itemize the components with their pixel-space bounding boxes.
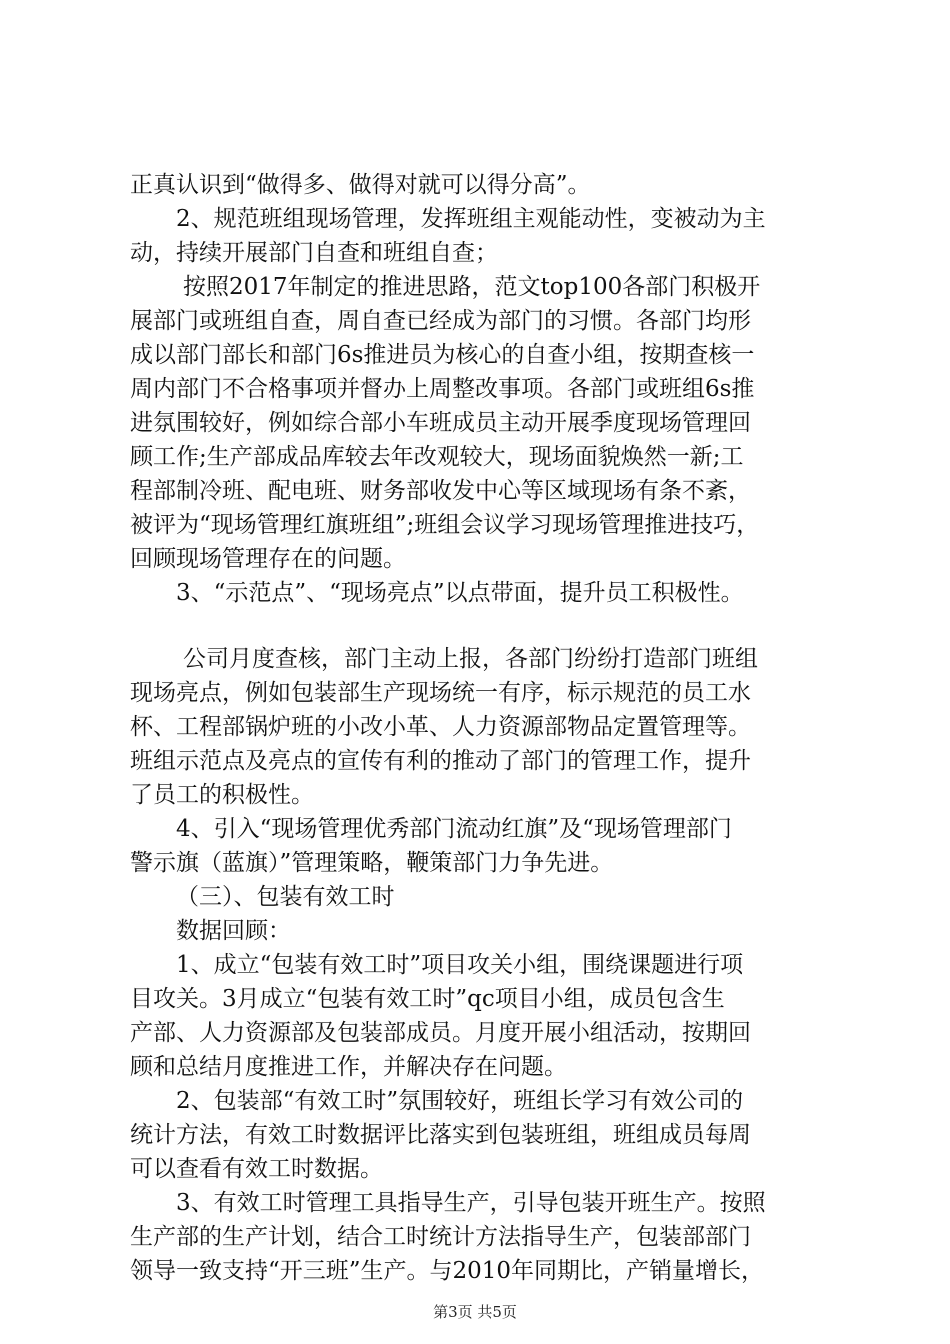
text-line: 生产部的生产计划，结合工时统计方法指导生产，包装部部门	[130, 1224, 751, 1250]
text-line: 按照2017年制定的推进思路，范文top100各部门积极开	[183, 274, 761, 300]
text-line: 现场亮点，例如包装部生产现场统一有序，标示规范的员工水	[130, 680, 751, 706]
text-line: 3、有效工时管理工具指导生产，引导包装开班生产。按照	[176, 1190, 766, 1216]
text-line: 2、包装部“有效工时”氛围较好，班组长学习有效公司的	[176, 1088, 744, 1114]
text-line: 2、规范班组现场管理，发挥班组主观能动性，变被动为主	[176, 206, 766, 232]
page-number: 第3页 共5页	[433, 1303, 517, 1321]
text-line: 成以部门部长和部门6s推进员为核心的自查小组，按期查核一	[130, 342, 755, 368]
text-line: 回顾现场管理存在的问题。	[130, 546, 406, 572]
text-line: 警示旗（蓝旗）”管理策略，鞭策部门力争先进。	[130, 850, 614, 876]
text-line: 进氛围较好，例如综合部小车班成员主动开展季度现场管理回	[130, 410, 751, 436]
text-line: 3、“示范点”、“现场亮点”以点带面，提升员工积极性。	[176, 580, 744, 606]
text-line: 班组示范点及亮点的宣传有利的推动了部门的管理工作，提升	[130, 748, 751, 774]
text-line: 目攻关。3月成立“包装有效工时”qc项目小组，成员包含生	[130, 986, 725, 1012]
text-line: 顾和总结月度推进工作，并解决存在问题。	[130, 1054, 567, 1080]
text-line: 被评为“现场管理红旗班组”;班组会议学习现场管理推进技巧，	[130, 512, 760, 538]
text-line: 公司月度查核，部门主动上报，各部门纷纷打造部门班组	[183, 646, 758, 672]
text-line: 杯、工程部锅炉班的小改小革、人力资源部物品定置管理等。	[130, 714, 751, 740]
text-line: 正真认识到“做得多、做得对就可以得分高”。	[130, 172, 591, 198]
text-line: 展部门或班组自查，周自查已经成为部门的习惯。各部门均形	[130, 308, 751, 334]
text-line: 周内部门不合格事项并督办上周整改事项。各部门或班组6s推	[130, 376, 755, 402]
text-line: 顾工作;生产部成品库较去年改观较大，现场面貌焕然一新;工	[130, 444, 744, 470]
section-heading: （三）、包装有效工时	[176, 884, 395, 910]
text-line: 数据回顾：	[176, 918, 291, 944]
text-line: 产部、人力资源部及包装部成员。月度开展小组活动，按期回	[130, 1020, 751, 1046]
text-line: 统计方法，有效工时数据评比落实到包装班组，班组成员每周	[130, 1122, 751, 1148]
text-line: 1、成立“包装有效工时”项目攻关小组，围绕课题进行项	[176, 952, 744, 978]
text-line: 程部制冷班、配电班、财务部收发中心等区域现场有条不紊，	[130, 478, 751, 504]
text-line: 动，持续开展部门自查和班组自查；	[130, 240, 498, 266]
text-line: 可以查看有效工时数据。	[130, 1156, 383, 1182]
text-line: 了员工的积极性。	[130, 782, 314, 808]
text-line: 4、引入“现场管理优秀部门流动红旗”及“现场管理部门	[176, 816, 732, 842]
text-line: 领导一致支持“开三班”生产。与2010年同期比，产销量增长，	[130, 1258, 765, 1284]
